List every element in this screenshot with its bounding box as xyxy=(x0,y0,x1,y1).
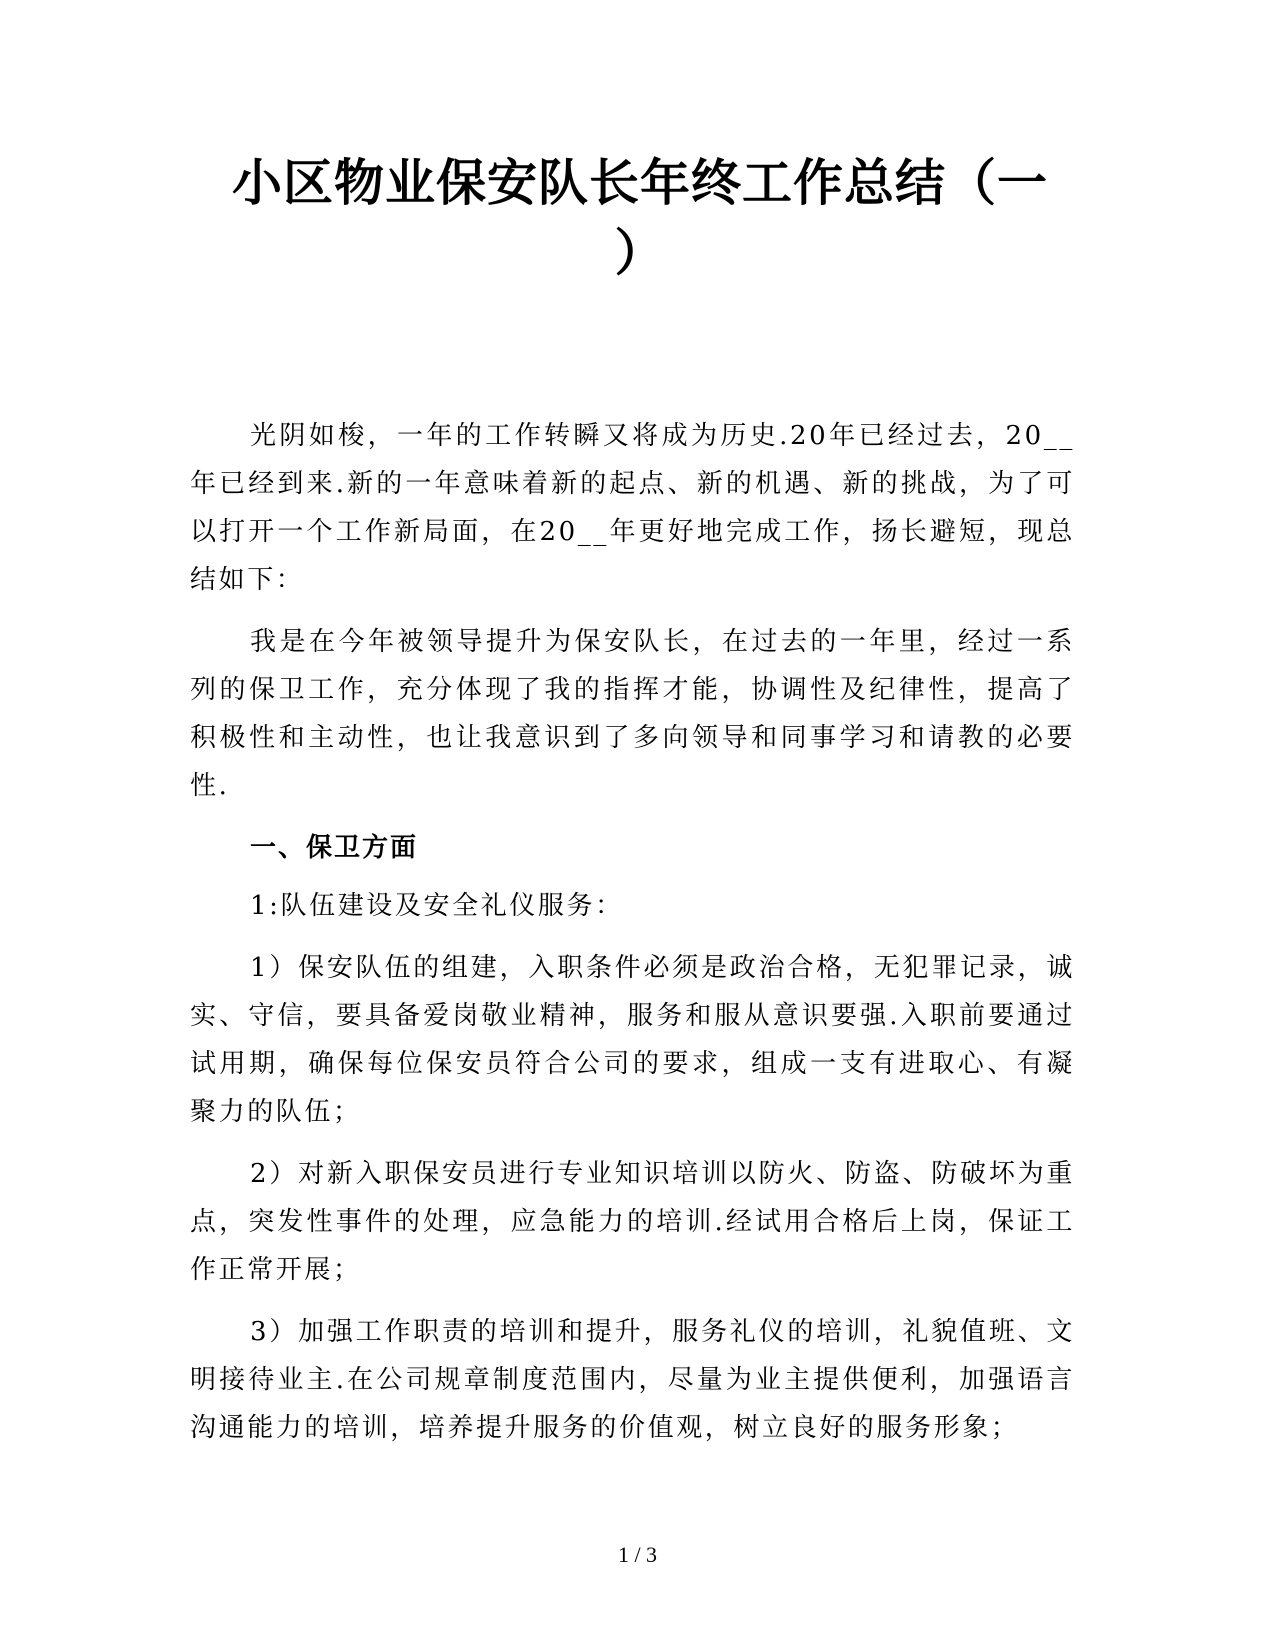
page-number: 1 / 3 xyxy=(617,1542,658,1567)
document-title xyxy=(190,148,1090,288)
intro-paragraph: 光阴如梭，一年的工作转瞬又将成为历史.20年已经过去，20__年已经到来.新的一年意味着新的起点、新的机遇、新的挑战，为了可以打开一个工作新局面，在20__年更好地完成工作，扬长避短，现总结如下： xyxy=(190,421,1075,595)
list-item-2: 2）对新入职保安员进行专业知识培训以防火、防盗、防破坏为重点，突发性事件的处理，应急能力的培训.经试用合格后上岗，保证工作正常开展； xyxy=(190,1159,1075,1285)
list-item-3: 3）加强工作职责的培训和提升，服务礼仪的培训，礼貌值班、文明接待业主.在公司规章制度范围内，尽量为业主提供便利，加强语言沟通能力的培训，培养提升服务的价值观，树立良好的服务形象； xyxy=(190,1317,1075,1443)
summary-paragraph: 我是在今年被领导提升为保安队长，在过去的一年里，经过一系列的保卫工作，充分体现了我的指挥才能，协调性及纪律性，提高了积极性和主动性，也让我意识到了多向领导和同事学习和请教的必要性. xyxy=(190,627,1075,801)
section-heading: 一、保卫方面 xyxy=(250,833,419,863)
title-line-1: 小区物业保安队长年终工作总结（一 xyxy=(232,154,1048,212)
list-item-1: 1）保安队伍的组建，入职条件必须是政治合格，无犯罪记录，诚实、守信，要具备爱岗敬业精神，服务和服从意识要强.入职前要通过试用期，确保每位保安员符合公司的要求，组成一支有进取心、有凝聚力的队伍； xyxy=(190,953,1075,1127)
title-line-2: ） xyxy=(614,224,666,282)
document-body xyxy=(190,412,1075,1466)
subsection-label: 1:队伍建设及安全礼仪服务： xyxy=(250,891,624,921)
